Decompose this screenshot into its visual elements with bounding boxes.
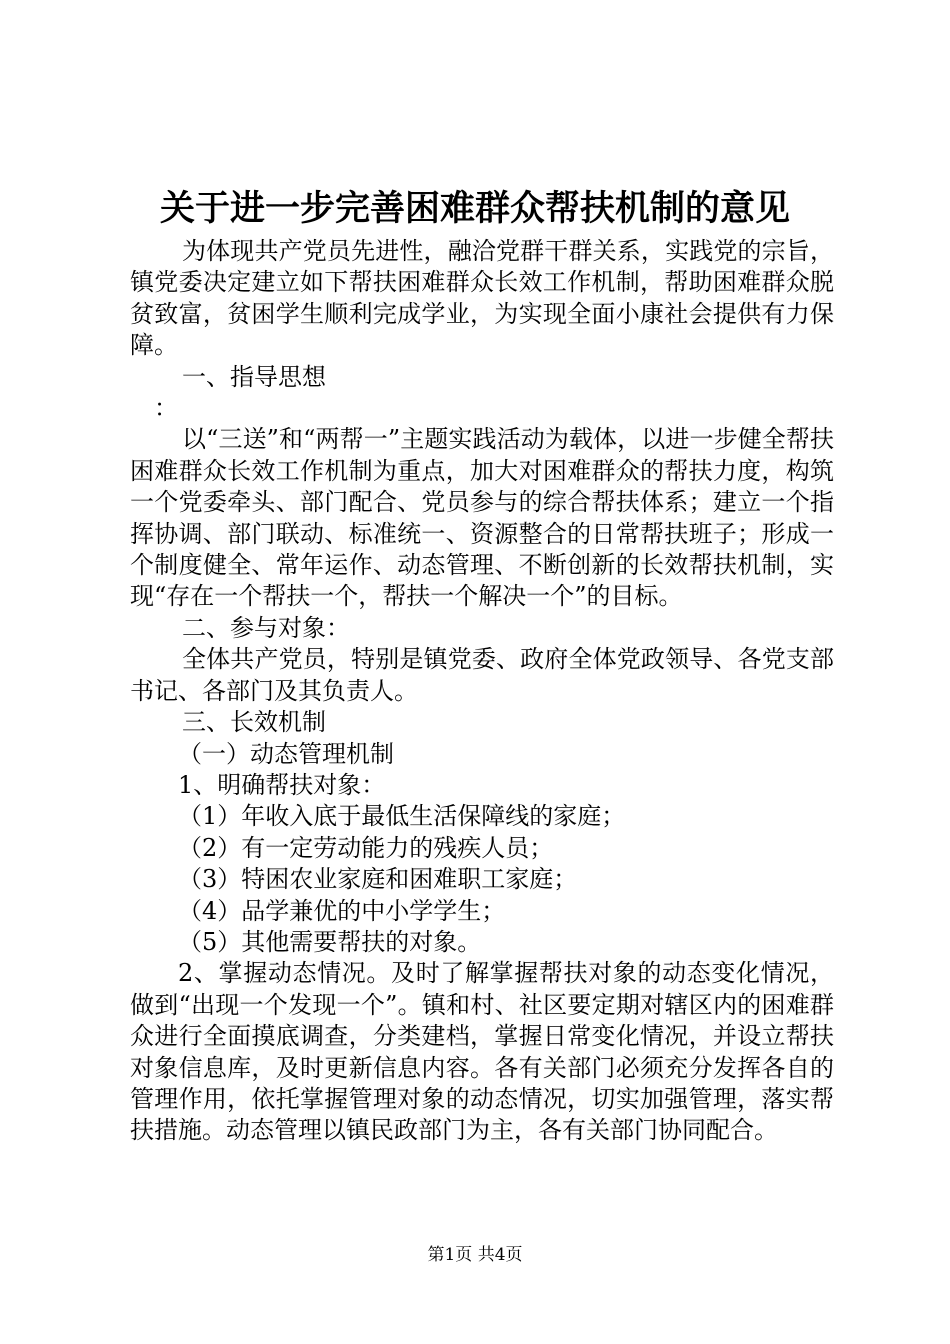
- list-item-5: （5）其他需要帮扶的对象。: [178, 927, 482, 956]
- heading-guiding-thought: 一、指导思想: [182, 362, 326, 391]
- subheading-dynamic-management: （一）动态管理机制: [178, 739, 394, 768]
- page-footer: 第1页 共4页: [427, 1245, 523, 1265]
- list-item-4: （4）品学兼优的中小学学生；: [178, 896, 506, 925]
- item-define-targets: 1、明确帮扶对象：: [178, 770, 386, 799]
- heading-participants: 二、参与对象：: [182, 613, 350, 642]
- document-body: [130, 236, 834, 1147]
- paragraph-dynamic-situation: 2、掌握动态情况。及时了解掌握帮扶对象的动态变化情况，做到“出现一个发现一个”。镇和村、社区要定期对辖区内的困难群众进行全面摸底调查，分类建档，掌握日常变化情况，并设立帮扶对象信息库，及时更新信息内容。各有关部门必须充分发挥各自的管理作用，依托掌握管理对象的动态情况，切实加强管理，落实帮扶措施。动态管理以镇民政部门为主，各有关部门协同配合。: [130, 959, 834, 1145]
- paragraph-guiding-thought: 以“三送”和“两帮一”主题实践活动为载体，以进一步健全帮扶困难群众长效工作机制为重点，加大对困难群众的帮扶力度，构筑一个党委牵头、部门配合、党员参与的综合帮扶体系；建立一个指挥协调、部门联动、标准统一、资源整合的日常帮扶班子；形成一个制度健全、常年运作、动态管理、不断创新的长效帮扶机制，实现“存在一个帮扶一个，帮扶一个解决一个”的目标。: [130, 425, 834, 611]
- paragraph-participants: 全体共产党员，特别是镇党委、政府全体党政领导、各党支部书记、各部门及其负责人。: [130, 645, 834, 705]
- paragraph-intro: 为体现共产党员先进性，融洽党群干群关系，实践党的宗旨，镇党委决定建立如下帮扶困难群众长效工作机制，帮助困难群众脱贫致富，贫困学生顺利完成学业，为实现全面小康社会提供有力保障。: [130, 237, 834, 360]
- colon-line: ：: [154, 394, 178, 423]
- heading-long-term-mechanism: 三、长效机制: [182, 708, 326, 737]
- document-title: 关于进一步完善困难群众帮扶机制的意见: [159, 188, 790, 229]
- list-item-3: （3）特困农业家庭和困难职工家庭；: [178, 865, 578, 894]
- list-item-2: （2）有一定劳动能力的残疾人员；: [178, 833, 554, 862]
- list-item-1: （1）年收入底于最低生活保障线的家庭；: [178, 802, 626, 831]
